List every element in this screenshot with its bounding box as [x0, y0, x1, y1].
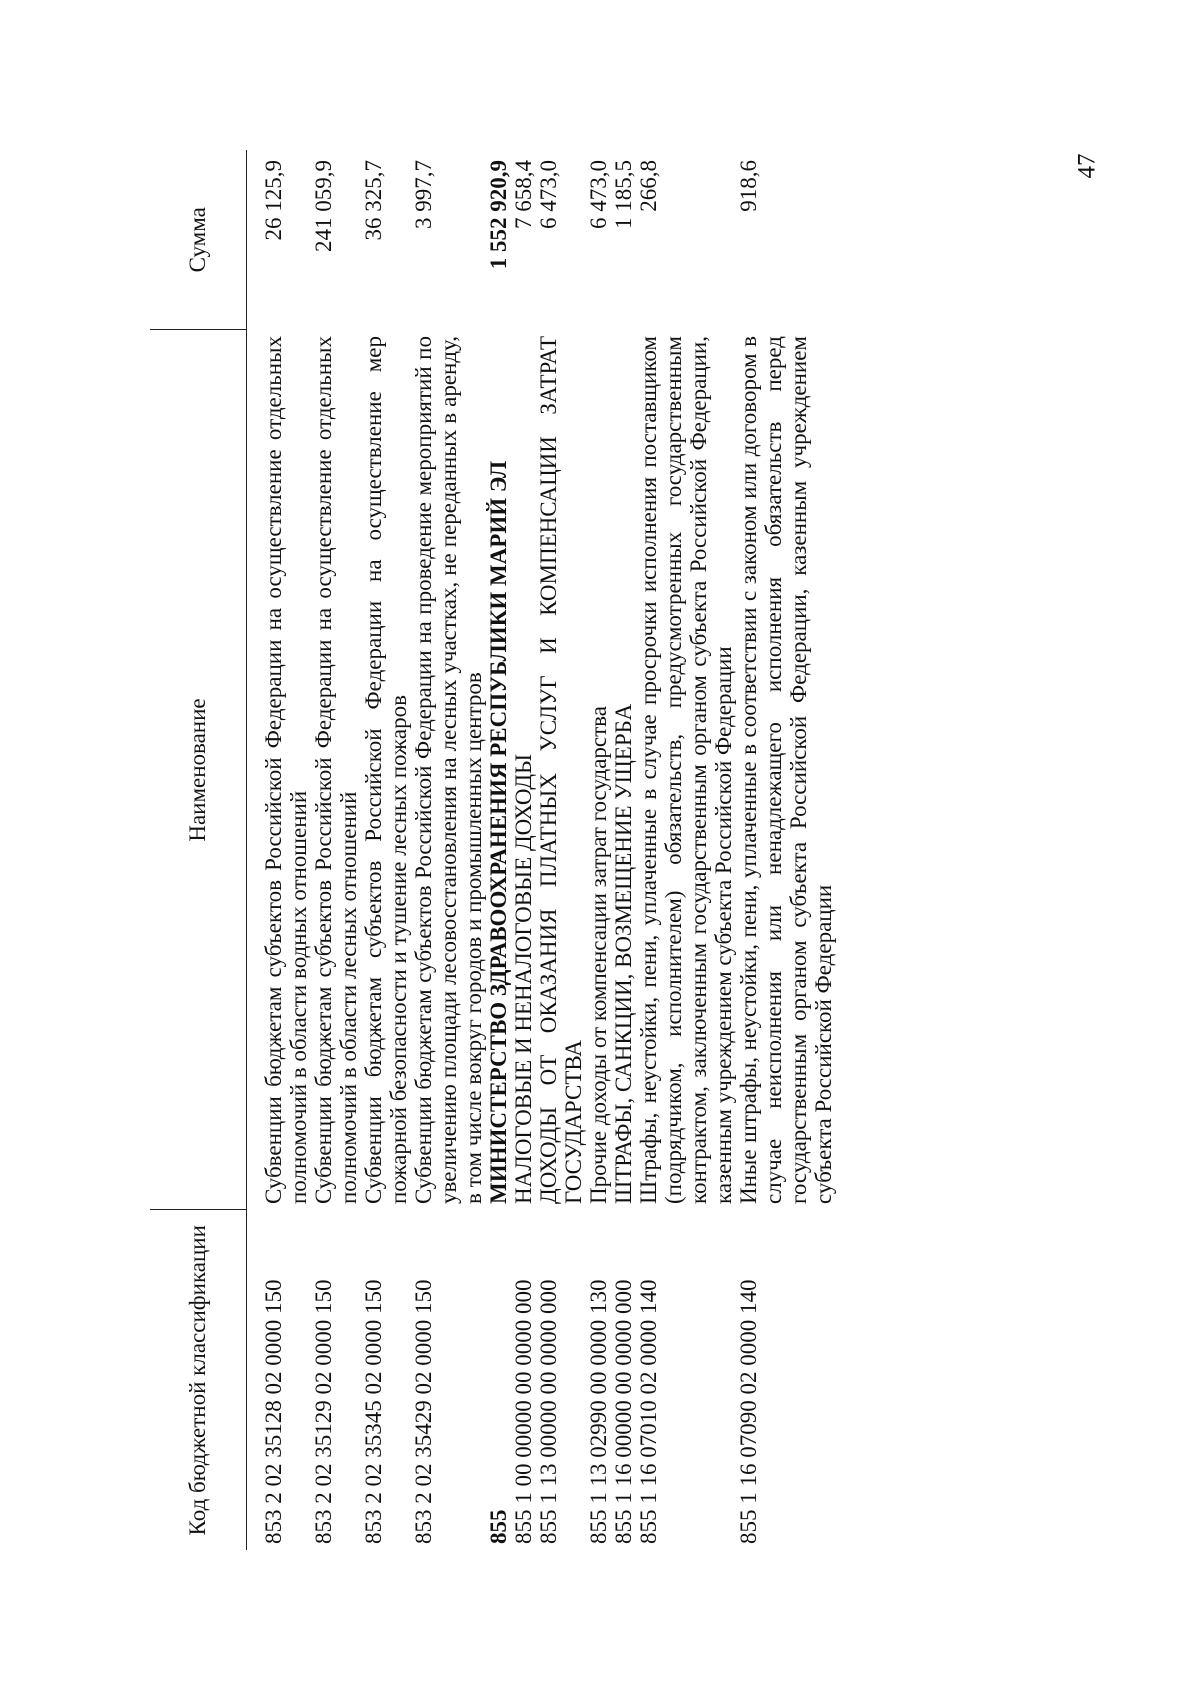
row-sum: 36 325,7: [361, 160, 386, 241]
row-sum: 266,8: [636, 160, 661, 212]
table-row: [247, 150, 312, 1550]
table-row: [536, 150, 586, 1550]
row-code: 853 2 02 35429 02 0000 150: [411, 1279, 436, 1544]
row-code: 855: [486, 1509, 511, 1544]
row-code: 855 1 16 07010 02 0000 140: [636, 1279, 661, 1544]
budget-revenue-table: [150, 150, 836, 1550]
table-row: [586, 150, 611, 1550]
row-code: 855 1 13 00000 00 0000 000: [536, 1279, 561, 1544]
row-sum: 7 658,4: [511, 160, 536, 229]
table-row: [736, 150, 836, 1550]
row-name: ШТРАФЫ, САНКЦИИ, ВОЗМЕЩЕНИЕ УЩЕРБА: [611, 703, 636, 1204]
table-header-row: [150, 150, 247, 1550]
row-code: 853 2 02 35128 02 0000 150: [261, 1279, 286, 1544]
row-code: 855 1 16 07090 02 0000 140: [736, 1279, 761, 1544]
header-code: Код бюджетной классификации: [150, 1210, 247, 1550]
row-name: Иные штрафы, неустойки, пени, уплаченные в соответствии с законом или договором в случае неисполнения или ненадлежащего исполнения обязательств перед государственным органом субъекта Российской Федерации, казенным учреждением субъекта Российской Федерации: [736, 336, 836, 1204]
row-sum: 241 059,9: [311, 160, 336, 252]
table-row: [636, 150, 736, 1550]
row-name: Субвенции бюджетам субъектов Российской Федерации на проведение мероприятий по увеличению площади лесовосстановления на лесных участках, не переданных в аренду, в том числе вокруг городов и промышленных центров: [411, 336, 486, 1204]
table-row: [311, 150, 361, 1550]
page-number: 47: [1073, 153, 1101, 179]
row-code: 855 1 00 00000 00 0000 000: [511, 1279, 536, 1544]
row-name: ДОХОДЫ ОТ ОКАЗАНИЯ ПЛАТНЫХ УСЛУГ И КОМПЕНСАЦИИ ЗАТРАТ ГОСУДАРСТВА: [536, 336, 586, 1204]
row-name: НАЛОГОВЫЕ И НЕНАЛОГОВЫЕ ДОХОДЫ: [511, 753, 536, 1204]
header-sum: Сумма: [150, 150, 247, 330]
row-name: Прочие доходы от компенсации затрат государства: [586, 706, 611, 1204]
table-row: [611, 150, 636, 1550]
row-sum: 3 997,7: [411, 160, 436, 229]
table-row: [361, 150, 411, 1550]
row-code: 853 2 02 35129 02 0000 150: [311, 1279, 336, 1544]
row-name: Штрафы, неустойки, пени, уплаченные в случае просрочки исполнения поставщиком (подрядчиком, исполнителем) обязательств, предусмотренных государственным контрактом, заключенным государственным органом субъекта Российской Федерации, казенным учреждением субъекта Российской Федерации: [636, 336, 736, 1204]
table-row: [511, 150, 536, 1550]
row-name: МИНИСТЕРСТВО ЗДРАВООХРАНЕНИЯ РЕСПУБЛИКИ МАРИЙ ЭЛ: [486, 460, 511, 1204]
row-sum: 918,6: [736, 160, 761, 212]
row-name: Субвенции бюджетам субъектов Российской Федерации на осуществление отдельных полномочий в области водных отношений: [261, 336, 311, 1204]
header-name: Наименование: [150, 330, 247, 1210]
row-sum: 1 552 920,9: [486, 160, 511, 270]
row-code: 853 2 02 35345 02 0000 150: [361, 1279, 386, 1544]
row-sum: 6 473,0: [586, 160, 611, 229]
row-sum: 1 185,5: [611, 160, 636, 229]
row-name: Субвенции бюджетам субъектов Российской Федерации на осуществление отдельных полномочий в области лесных отношений: [311, 336, 361, 1204]
table-row-ministry: [486, 150, 511, 1550]
rotated-table-sheet: [150, 150, 1030, 1550]
row-name: Субвенции бюджетам субъектов Российской Федерации на осуществление мер пожарной безопасности и тушение лесных пожаров: [361, 336, 411, 1204]
row-code: 855 1 13 02990 00 0000 130: [586, 1279, 611, 1544]
row-code: 855 1 16 00000 00 0000 000: [611, 1279, 636, 1544]
row-sum: 6 473,0: [536, 160, 561, 229]
row-sum: 26 125,9: [261, 160, 286, 241]
table-row: [411, 150, 486, 1550]
